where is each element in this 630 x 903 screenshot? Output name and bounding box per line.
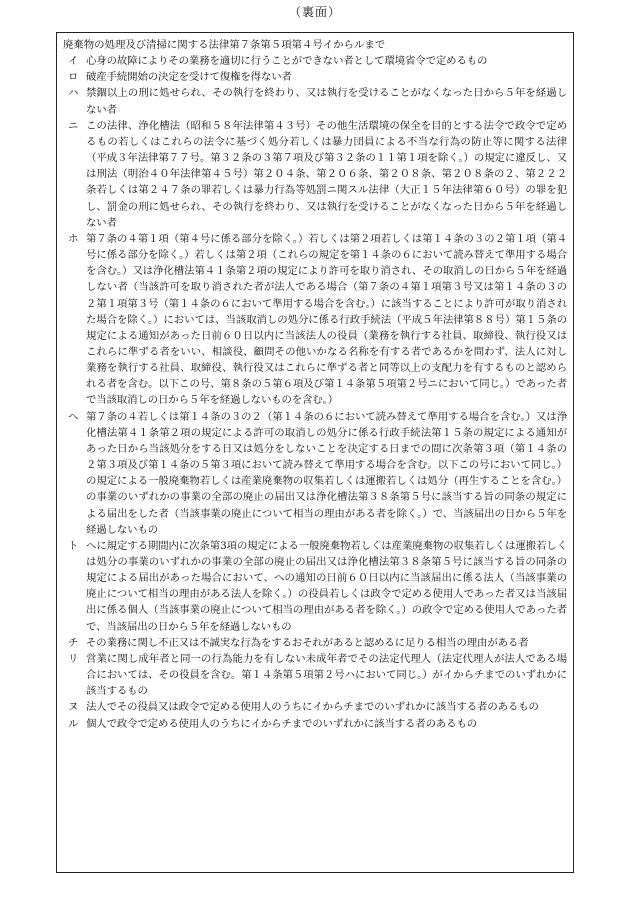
- item-mark: イ: [68, 55, 79, 68]
- item-text: 個人で政令で定める使用人のうちにイからチまでのいずれかに該当する者のあるもの: [86, 717, 478, 730]
- list-item-nu: [63, 699, 567, 715]
- list-item-ha: [63, 85, 567, 117]
- item-text: へに規定する期間内に次条第3項の規定による一般廃棄物若しくは産業廃棄物の収集若しくは運搬若しくは処分の事業のいずれかの事業の全部の廃止の届出又は浄化槽法第３８条第５号に該当する旨の同条の規定による届出があった場合において、への通知の日前６０日以内に当該届出に係る法人（当該事業の廃止について相当の理由がある法人を除く。）の役員若しくは政令で定める使用人であった者又は当該届出に係る個人（当該事業の廃止について相当の理由がある者を除く。）の政令で定める使用人であった者で、当該届出の日から５年を経過しないもの: [86, 539, 567, 633]
- list-item-ro: [63, 69, 567, 85]
- item-text: 心身の故障によりその業務を適切に行うことができない者として環境省令で定めるもの: [86, 55, 488, 68]
- item-mark: ハ: [68, 87, 79, 100]
- item-text: 法人でその役員又は政令で定める使用人のうちにイからチまでのいずれかに該当する者のあるもの: [86, 701, 539, 714]
- item-text: この法律、浄化槽法（昭和５８年法律第４３号）その他生活環境の保全を目的とする法令で政令で定めるもの若しくはこれらの法令に基づく処分若しくは暴力団員による不当な行為の防止等に関する法律（平成３年法律第７７号。第３２条の３第７項及び第３２条の１１第１項を除く。）の規定に違反し、又は刑法（明治４０年法律第４５号）第２０４条、第２０６条、第２０８条、第２０８条の２、第２２２条若しくは第２４７条の罪若しくは暴力行為等処罰ニ関スル法律（大正１５年法律第６０号）の罪を犯し、罰金の刑に処せられ、その執行を終わり、又は執行を受けることがなくなった日から５年を経過しない者: [86, 119, 567, 229]
- item-mark: ト: [68, 539, 79, 552]
- item-mark: チ: [68, 636, 79, 649]
- item-mark: ヘ: [68, 410, 79, 423]
- item-mark: ル: [68, 717, 79, 730]
- list-item-i: [63, 53, 567, 69]
- document-frame: [56, 32, 574, 873]
- item-text: 第７条の４第１項（第４号に係る部分を除く。）若しくは第２項若しくは第１４条の３の２第１項（第４号に係る部分を除く。）若しくは第２項（これらの規定を第１４条の６において読み替えて準用する場合を含む。）又は浄化槽法第４１条第２項の規定により許可を取り消され、その取消しの日から５年を経過しない者（当該許可を取り消された者が法人である場合（第７条の４第１項第３号又は第１４条の３の２第１項第３号（第１４条の６において準用する場合を含む。）に該当することにより許可が取り消された場合を除く。）においては、当該取消しの処分に係る行政手続法（平成５年法律第８８号）第１５条の規定による通知があった日前６０日以内に当該法人の役員（業務を執行する社員、取締役、執行役又はこれらに準ずる者をいい、相談役、顧問その他いかなる名称を有する者であるかを問わず、法人に対し業務を執行する社員、取締役、執行役又はこれらに準ずる者と同等以上の支配力を有するものと認められる者を含む。以下この号、第８条の５第６項及び第１４条第５項第２号ニにおいて同じ。）であった者で当該取消しの日から５年を経過しないものを含む。）: [86, 232, 567, 407]
- page-title: （裏面）: [288, 5, 341, 19]
- item-text: 営業に関し成年者と同一の行為能力を有しない未成年者でその法定代理人（法定代理人が法人である場合においては、その役員を含む。第１４条第５項第２号ハにおいて同じ。）がイからチまでのいずれかに該当するもの: [86, 652, 567, 698]
- item-text: 禁錮以上の刑に処せられ、その執行を終わり、又は執行を受けることがなくなった日から５年を経過しない者: [86, 87, 567, 116]
- item-mark: ホ: [68, 232, 79, 245]
- list-item-chi: [63, 635, 567, 651]
- intro-heading: 廃棄物の処理及び清掃に関する法律第７条第５項第４号イからルまで: [63, 39, 386, 51]
- item-mark: ニ: [68, 119, 79, 132]
- list-item-he: [63, 409, 567, 538]
- item-text: 破産手続開始の決定を受けて復権を得ない者: [86, 71, 292, 84]
- list-item-ni: [63, 118, 567, 231]
- list-item-ri: [63, 651, 567, 699]
- item-mark: リ: [68, 652, 79, 665]
- item-mark: ヌ: [68, 701, 79, 714]
- list-item-to: [63, 538, 567, 635]
- item-mark: ロ: [68, 71, 79, 84]
- item-text: 第７条の４若しくは第１４条の３の２（第１４条の６において読み替えて準用する場合を含む。）又は浄化槽法第４１条第２項の規定による許可の取消しの処分に係る行政手続法第１５条の規定による通知があった日から当該処分をする日又は処分をしないことを決定する日までの間に次条第３項（第１４条の２第３項及び第１４条の５第３項において読み替えて準用する場合を含む。以下この号において同じ。）の規定による一般廃棄物若しくは産業廃棄物の収集若しくは運搬若しくは処分（再生することを含む。）の事業のいずれかの事業の全部の廃止の届出又は浄化槽法第３８条第５号に該当する旨の同条の規定による届出をした者（当該事業の廃止について相当の理由がある者を除く。）で、当該届出の日から５年を経過しないもの: [86, 410, 567, 536]
- item-text: その業務に関し不正又は不誠実な行為をするおそれがあると認めるに足りる相当の理由がある者: [86, 636, 529, 649]
- list-item-ho: [63, 231, 567, 409]
- list-item-ru: [63, 716, 567, 732]
